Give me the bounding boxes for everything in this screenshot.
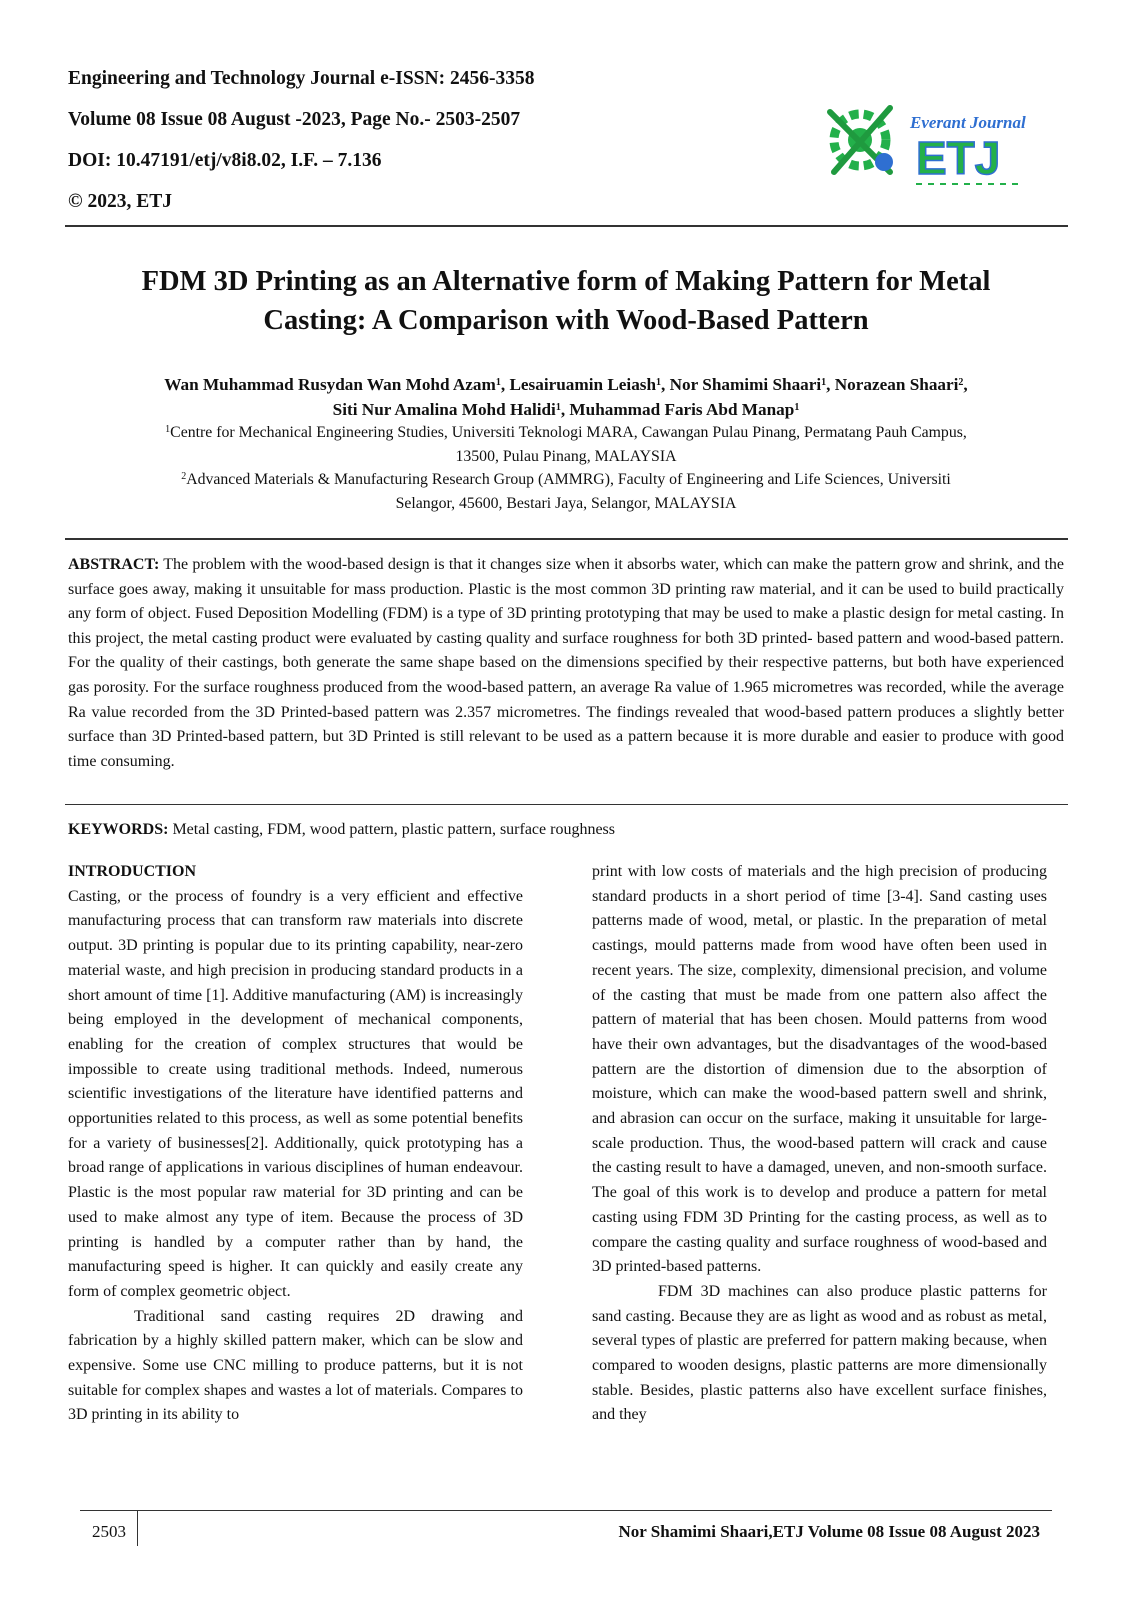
page-number: 2503	[92, 1522, 126, 1541]
abstract	[68, 553, 1064, 774]
paper-title	[60, 262, 1072, 340]
doi-info: DOI: 10.47191/etj/v8i8.02, I.F. – 7.136	[68, 150, 382, 171]
keywords	[68, 818, 1064, 842]
title-line-2: Casting: A Comparison with Wood-Based Pattern	[263, 305, 869, 336]
title-line-1: FDM 3D Printing as an Alternative form of Making Pattern for Metal	[141, 266, 991, 297]
author-list: Wan Muhammad Rusydan Wan Mohd Azam$^1$, Lesairuamin Leiash$^1$, Nor Shamimi Shaari$^1$, Norazean Shaari$^2$, Siti Nur Amalina Mohd Halidi$^1$, Muhammad Faris Abd Manap$^1$	[164, 375, 968, 419]
abstract-label: ABSTRACT:	[68, 556, 160, 573]
running-footer: Nor Shamimi Shaari,ETJ Volume 08 Issue 08 August 2023	[618, 1522, 1040, 1541]
author-3: , Nor Shamimi Shaari	[661, 375, 822, 394]
intro-paragraph-3: print with low costs of materials and the high precision of producing standard products in a short period of time [3-4]. Sand casting uses patterns made of wood, metal, or plastic. In the preparation of metal castings, mould patterns made from wood have often been used in recent years. The size, complexity, dimensional precision, and volume of the casting that must be made from one pattern also affect the pattern of material that has been chosen. Mould patterns from wood have their own advantages, but the disadvantages of the wood-based pattern are the distortion of dimension due to the absorption of moisture, which can make the wood-based pattern swell and shrink, and abrasion can occur on the surface, making it unsuitable for large-scale production. Thus, the wood-based pattern will crack and cause the casting result to have a damaged, uneven, and non-smooth surface. The goal of this work is to develop and produce a pattern for metal casting using FDM 3D Printing for the casting process, as well as to compare the casting quality and surface roughness of wood-based and 3D printed-based patterns.	[592, 863, 1047, 1276]
footer-rule	[80, 1510, 1052, 1511]
keywords-text: Metal casting, FDM, wood pattern, plastic pattern, surface roughness	[172, 821, 616, 838]
header-divider	[65, 225, 1068, 227]
logo-text-top: Everant Journal	[910, 113, 1026, 132]
author-1: Wan Muhammad Rusydan Wan Mohd Azam	[164, 375, 496, 394]
abstract-top-rule	[65, 538, 1068, 540]
volume-info: Volume 08 Issue 08 August -2023, Page No.- 2503-2507	[68, 109, 521, 130]
etj-logo	[820, 92, 1035, 200]
author-5: Siti Nur Amalina Mohd Halidi	[332, 400, 556, 419]
intro-paragraph-4: FDM 3D machines can also produce plastic patterns for sand casting. Because they are as light as wood and as robust as metal, several types of plastic are preferred for pattern making because, when compared to wooden designs, plastic patterns are more dimensionally stable. Besides, plastic patterns also have excellent surface finishes, and they	[592, 1282, 1047, 1424]
gear-icon	[830, 108, 893, 172]
copyright: © 2023, ETJ	[68, 191, 172, 212]
author-6: , Muhammad Faris Abd Manap	[560, 400, 795, 419]
body-column-left	[68, 860, 523, 1428]
intro-paragraph-1: Casting, or the process of foundry is a very efficient and effective manufacturing process that can transform raw materials into discrete output. 3D printing is popular due to its printing capability, near-zero material waste, and high precision in producing standard products in a short amount of time [1]. Additive manufacturing (AM) is increasingly being employed in the development of mechanical components, enabling for the creation of complex structures that would be impossible to create using traditional methods. Indeed, numerous scientific investigations of the literature have identified patterns and opportunities related to this process, as well as some potential benefits for a variety of businesses[2]. Additionally, quick prototyping has a broad range of applications in various disciplines of human endeavour. Plastic is the most popular raw material for 3D printing and can be used to make almost any type of item. Because the process of 3D printing is handled by a computer rather than by hand, the manufacturing speed is higher. It can quickly and easily create any form of complex geometric object.	[68, 887, 523, 1300]
abstract-text: The problem with the wood-based design is that it changes size when it absorbs water, which can make the pattern grow and shrink, and the surface goes away, making it unsuitable for mass production. Plastic is the most common 3D printing raw material, and it can be used to build practically any form of object. Fused Deposition Modelling (FDM) is a type of 3D printing prototyping that may be used to make a plastic design for metal casting. In this project, the metal casting product were evaluated by casting quality and surface roughness for both 3D printed- based pattern and wood-based pattern. For the quality of their castings, both generate the same shape based on the dimensions specified by their respective patterns, but both have experienced gas porosity. For the surface roughness produced from the wood-based pattern, an average Ra value of 1.965 micrometres was recorded, while the average Ra value recorded from the 3D Printed-based pattern was 2.357 micrometres. The findings revealed that wood-based pattern produces a slightly better surface than 3D Printed-based pattern, but 3D Printed is still relevant to be used as a pattern because it is more durable and easier to produce with good time consuming.	[68, 556, 1064, 770]
journal-name: Engineering and Technology Journal e-ISSN: 2456-3358	[68, 68, 535, 89]
footer-vertical-rule	[137, 1510, 138, 1546]
affiliation-1: $^1$Centre for Mechanical Engineering Studies, Universiti Teknologi MARA, Cawangan Pulau Pinang, Permatang Pauh Campus, 13500, Pulau Pinang, MALAYSIA	[165, 424, 967, 465]
author-4: , Norazean Shaari	[826, 375, 959, 394]
abstract-bottom-rule	[65, 804, 1068, 805]
intro-paragraph-2: Traditional sand casting requires 2D drawing and fabrication by a highly skilled pattern maker, which can be slow and expensive. Some use CNC milling to produce patterns, but it is not suitable for complex shapes and wastes a lot of materials. Compares to 3D printing in its ability to	[68, 1307, 523, 1424]
keywords-label: KEYWORDS:	[68, 821, 169, 838]
section-heading-introduction: INTRODUCTION	[68, 863, 197, 880]
logo-text-main: ETJ	[916, 132, 1001, 184]
author-2: , Lesairuamin Leiash	[500, 375, 657, 394]
affiliation-2: $^2$Advanced Materials & Manufacturing Research Group (AMMRG), Faculty of Engineering and Life Sciences, Universiti Selangor, 45600, Bestari Jaya, Selangor, MALAYSIA	[181, 471, 951, 512]
body-column-right	[592, 860, 1047, 1428]
